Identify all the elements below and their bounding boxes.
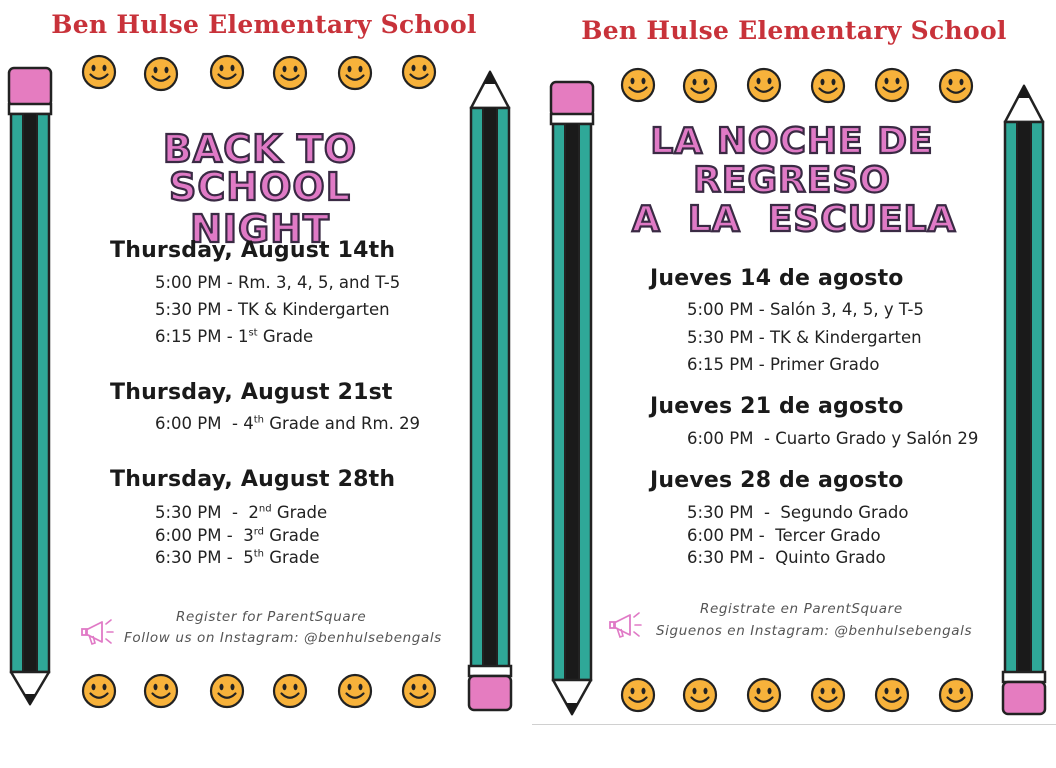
footer-instagram: Follow us on Instagram: @benhulsebengals [124,630,442,646]
megaphone-icon [80,612,116,650]
schedule-slot: 6:00 PM - 3rd Grade [155,526,320,545]
schedule-slot: 6:30 PM - Quinto Grado [687,548,886,567]
smiley-icon [620,677,656,713]
schedule-slot: 6:00 PM - Tercer Grado [687,526,881,545]
day-heading: Jueves 14 de agosto [650,266,904,291]
smiley-icon [874,67,910,103]
schedule-slot: 6:00 PM - Cuarto Grado y Salón 29 [687,429,979,448]
smiley-icon [746,677,782,713]
smiley-icon [81,54,117,90]
smiley-icon [272,673,308,709]
day-heading: Jueves 21 de agosto [650,394,904,419]
pencil-right [1000,80,1048,718]
event-title [632,121,957,240]
smiley-icon [620,67,656,103]
smiley-icon [337,55,373,91]
smiley-icon [81,673,117,709]
smiley-icon [272,55,308,91]
smiley-icon [810,68,846,104]
schedule-slot: 6:15 PM - Primer Grado [687,355,880,374]
flyer-english [0,0,528,730]
schedule-slot: 5:30 PM - TK & Kindergarten [687,328,922,347]
pencil-left [548,80,596,720]
schedule-slot: 6:30 PM - 5th Grade [155,548,320,567]
day-heading: Thursday, August 14th [110,238,396,263]
smiley-icon [682,68,718,104]
megaphone-icon [608,605,644,643]
day-heading: Thursday, August 28th [110,467,396,492]
schedule-slot: 5:30 PM - 2nd Grade [155,503,328,522]
flyer-spanish [532,0,1056,730]
smiley-icon [810,677,846,713]
divider [532,724,1056,725]
footer-register: Registrate en ParentSquare [700,601,903,617]
smiley-icon [401,54,437,90]
schedule-slot: 5:30 PM - Segundo Grado [687,503,909,522]
smiley-icon [682,677,718,713]
smiley-icon [874,677,910,713]
school-name: Ben Hulse Elementary School [51,10,477,39]
smiley-icon [938,677,974,713]
schedule-slot: 6:00 PM - 4th Grade and Rm. 29 [155,414,421,433]
school-name: Ben Hulse Elementary School [581,16,1007,45]
smiley-icon [209,54,245,90]
smiley-icon [143,56,179,92]
day-heading: Jueves 28 de agosto [650,468,904,493]
pencil-left [6,66,54,714]
footer-instagram: Siguenos en Instagram: @benhulsebengals [656,623,973,639]
footer-register: Register for ParentSquare [176,609,367,625]
title-line: REGRESO [693,160,891,201]
title-line: LA NOCHE DE [650,121,934,162]
smiley-icon [209,673,245,709]
title-line: A LA ESCUELA [632,199,957,240]
smiley-icon [401,673,437,709]
smiley-icon [337,673,373,709]
schedule-slot: 5:00 PM - Salón 3, 4, 5, y T-5 [687,300,924,319]
title-line: BACK TO SCHOOL [162,127,358,209]
smiley-icon [143,673,179,709]
schedule-slot: 5:00 PM - Rm. 3, 4, 5, and T-5 [155,273,401,292]
smiley-icon [938,68,974,104]
title-line: NIGHT [190,207,330,251]
pencil-right [466,66,514,714]
smiley-icon [746,67,782,103]
day-heading: Thursday, August 21st [110,380,393,405]
schedule-slot: 6:15 PM - 1st Grade [155,327,314,346]
schedule-slot: 5:30 PM - TK & Kindergarten [155,300,390,319]
